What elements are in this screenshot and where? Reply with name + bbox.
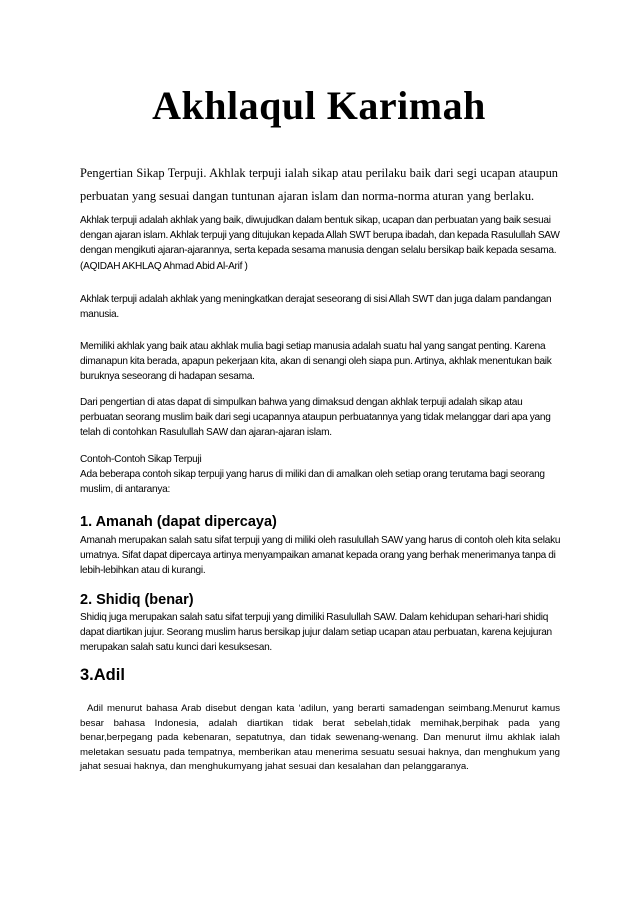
section-amanah-text: Amanah merupakan salah satu sifat terpuji yang di miliki oleh rasulullah SAW yang harus di contoh oleh kita selaku umatnya. Sifat dapat dipercaya artinya menyampaikan amanat kepada orang yang berhak menerimanya tanpa di lebih-lebihkan atau di kurangi. bbox=[80, 535, 561, 577]
section-adil-text: Adil menurut bahasa Arab disebut dengan kata ‘adilun, yang berarti samadengan seimbang.Menurut kamus besar bahasa Indonesia, adalah diartikan tidak berat sebelah,tidak memihak,berpihak pada yang benar,berpegang pada kebenaran, sepatutnya, dan tidak sewenang-wenang. Dan menurut ilmu akhlak ialah meletakan sesuatu pada tempatnya, memberikan atau menerima sesuatu sesuai haknya, dan menghukum yang jahat sesuai haknya, dan menghukumyang jahat sesuai dan kesalahan dan pelanggaranya. bbox=[80, 703, 560, 773]
intro-paragraph: Pengertian Sikap Terpuji. Akhlak terpuji ialah sikap atau perilaku baik dari segi ucapan ataupun perbuatan yang sesuai dangan tuntunan ajaran islam dan norma-norma aturan yang berlaku. bbox=[80, 166, 558, 203]
section-shidiq-heading: 2. Shidiq (benar) bbox=[80, 592, 194, 608]
paragraph-kesimpulan: Dari pengertian di atas dapat di simpulkan bahwa yang dimaksud dengan akhlak terpuji adalah sikap atau perbuatan seorang muslim baik dari segi ucapannya ataupun perbuatannya yang tidak melanggar dari apa yang telah di contohkan Rasulullah SAW dan ajaran-ajaran islam. bbox=[80, 397, 551, 439]
document-title: Akhlaqul Karimah bbox=[152, 83, 486, 128]
section-adil-heading: 3.Adil bbox=[80, 666, 125, 684]
paragraph-akhlak-mulia: Memiliki akhlak yang baik atau akhlak mulia bagi setiap manusia adalah suatu hal yang sangat penting. Karena dimanapun kita berada, apapun pekerjaan kita, akan di senangi oleh siapa pun. Artinya, akhlak menentukan baik buruknya seseorang di hadapan sesama. bbox=[80, 341, 552, 383]
section-shidiq-text: Shidiq juga merupakan salah satu sifat terpuji yang dimiliki Rasulullah SAW. Dalam kehidupan sehari-hari shidiq dapat diartikan jujur. Seorang muslim harus bersikap jujur dalam setiap ucapan atau perbuatan, karena kejujuran merupakan salah satu kunci dari kesuksesan. bbox=[80, 612, 552, 654]
section-amanah-heading: 1. Amanah (dapat dipercaya) bbox=[80, 514, 277, 530]
examples-intro: Ada beberapa contoh sikap terpuji yang harus di miliki dan di amalkan oleh setiap orang terutama bagi seorang muslim, di antaranya: bbox=[80, 469, 545, 496]
paragraph-akhlak-definition: Akhlak terpuji adalah akhlak yang baik, diwujudkan dalam bentuk sikap, ucapan dan perbuatan yang baik sesuai dengan ajaran islam. Akhlak terpuji yang ditujukan kepada Allah SWT berupa ibadah, dan kepada Rasulullah SAW dengan mengikuti ajaran-ajarannya, serta kepada sesama manusia dengan selalu bersikap baik kepada sesama. (AQIDAH AKHLAQ Ahmad Abid Al-Arif ) bbox=[80, 215, 560, 272]
examples-heading: Contoh-Contoh Sikap Terpuji bbox=[80, 454, 202, 465]
paragraph-akhlak-derajat: Akhlak terpuji adalah akhlak yang meningkatkan derajat seseorang di sisi Allah SWT dan juga dalam pandangan manusia. bbox=[80, 294, 552, 321]
